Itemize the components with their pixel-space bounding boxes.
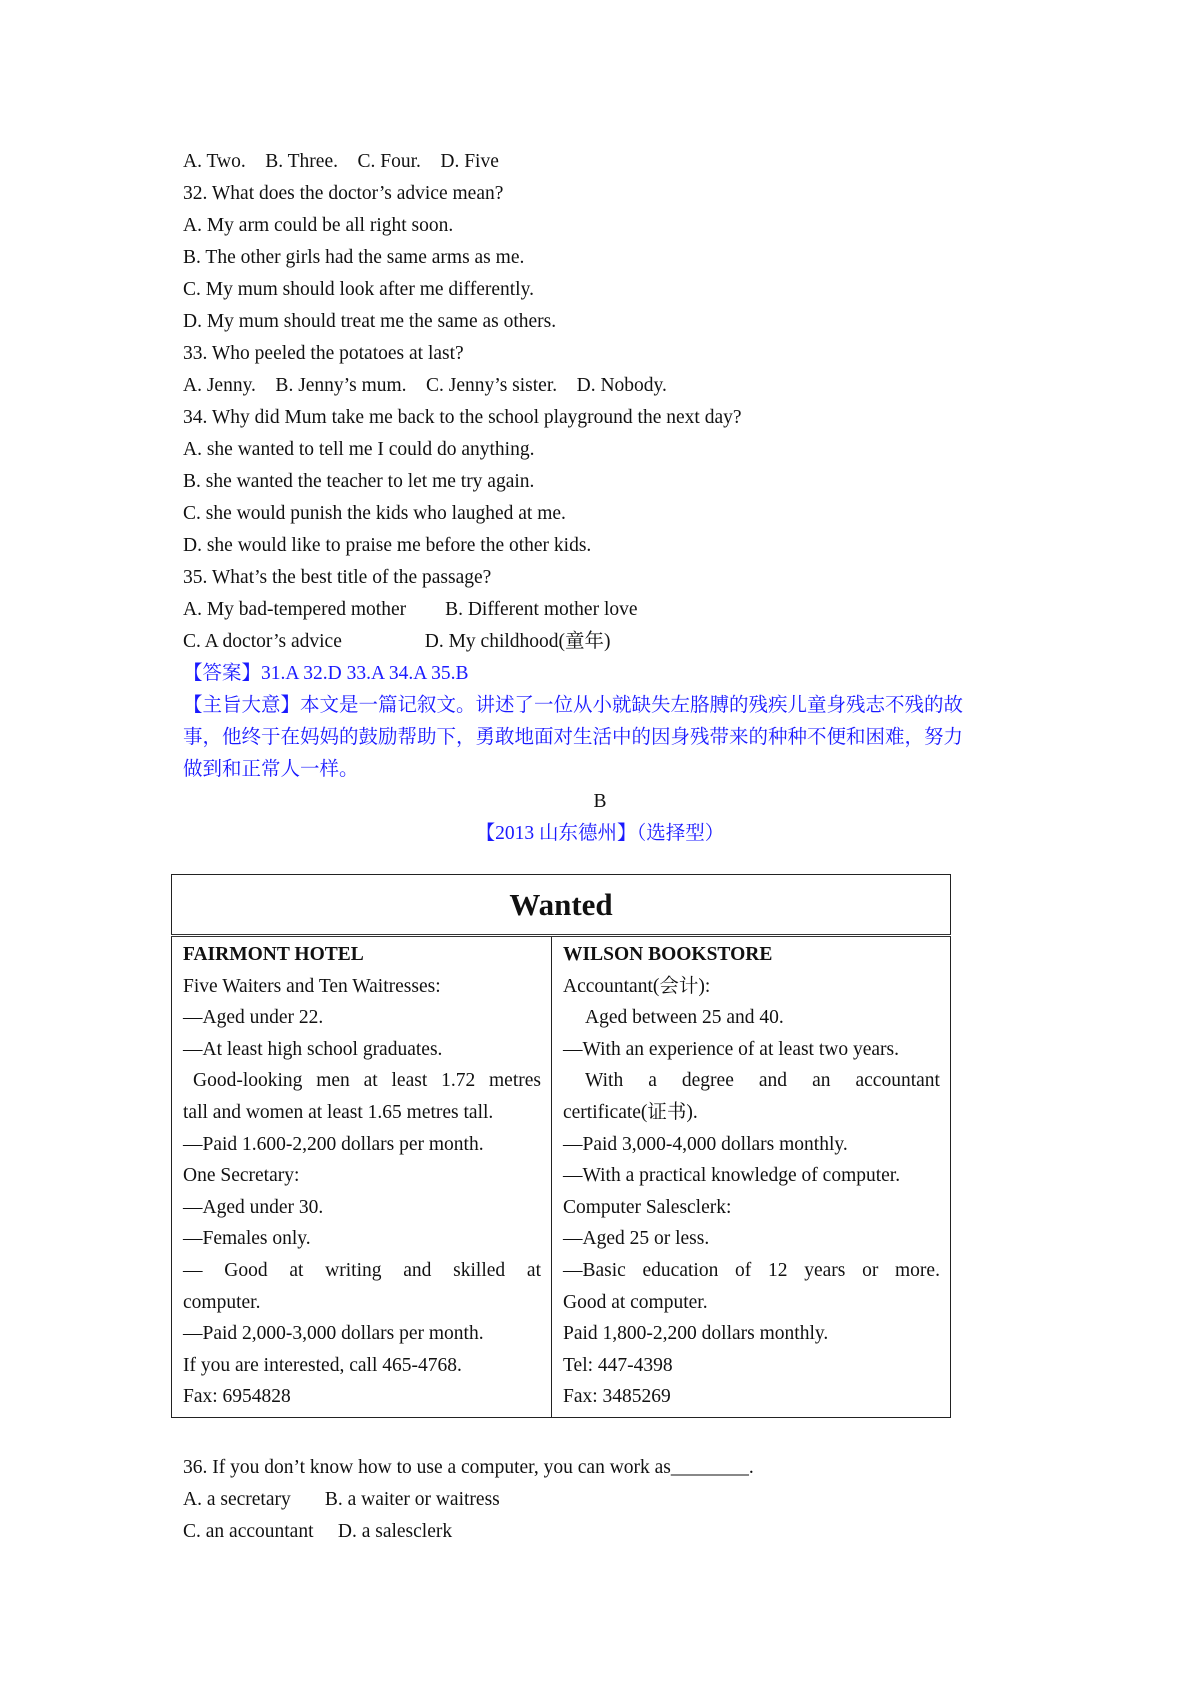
bookstore-line: certificate(证书).: [563, 1101, 698, 1123]
q34-option-d: D. she would like to praise me before the other kids.: [183, 535, 592, 556]
q36-options-ab: A. a secretary B. a waiter or waitress: [183, 1489, 500, 1510]
ads-title: Wanted: [172, 875, 951, 936]
bookstore-line: Aged between 25 and 40.: [585, 1007, 784, 1029]
bookstore-line: Accountant(会计):: [563, 975, 711, 997]
hotel-line: tall and women at least 1.65 metres tall.: [183, 1101, 494, 1123]
hotel-line-justified: Good-looking men at least 1.72 metres: [193, 1070, 541, 1092]
hotel-line: —Paid 1.600-2,200 dollars per month.: [183, 1133, 484, 1155]
bookstore-heading: WILSON BOOKSTORE: [563, 944, 773, 965]
answer-line: 【答案】31.A 32.D 33.A 34.A 35.B: [183, 663, 469, 684]
bookstore-line: Tel: 447-4398: [563, 1354, 673, 1376]
summary-line-1: 【主旨大意】本文是一篇记叙文。讲述了一位从小就缺失左胳膊的残疾儿童身残志不残的故: [183, 695, 964, 716]
q35-options-cd: C. A doctor’s advice D. My childhood(童年): [183, 631, 611, 652]
bookstore-line: —Aged 25 or less.: [563, 1228, 710, 1250]
q32-option-a: A. My arm could be all right soon.: [183, 215, 454, 236]
bookstore-ad-cell: [552, 936, 951, 1418]
hotel-line: Five Waiters and Ten Waitresses:: [183, 975, 441, 997]
bookstore-line: Good at computer.: [563, 1291, 708, 1313]
wanted-ads-table: [171, 874, 951, 1418]
q34-stem: 34. Why did Mum take me back to the school playground the next day?: [183, 407, 742, 428]
hotel-line-justified: — Good at writing and skilled at: [183, 1259, 541, 1281]
bookstore-line: —With an experience of at least two years.: [563, 1038, 899, 1060]
bookstore-line: —With a practical knowledge of computer.: [563, 1165, 901, 1187]
hotel-line: If you are interested, call 465-4768.: [183, 1354, 462, 1376]
bookstore-line: Fax: 3485269: [563, 1386, 671, 1408]
q36-stem: 36. If you don’t know how to use a computer, you can work as________.: [183, 1457, 754, 1478]
section-source: 【2013 山东德州】（选择型）: [475, 823, 725, 844]
hotel-line: computer.: [183, 1291, 261, 1313]
q35-options-ab: A. My bad-tempered mother B. Different mother love: [183, 599, 638, 620]
hotel-line: One Secretary:: [183, 1165, 300, 1187]
bookstore-line: Computer Salesclerk:: [563, 1196, 732, 1218]
q36-options-cd: C. an accountant D. a salesclerk: [183, 1521, 453, 1542]
q31-options: A. Two. B. Three. C. Four. D. Five: [183, 151, 499, 172]
q35-stem: 35. What’s the best title of the passage?: [183, 567, 492, 588]
bookstore-line-justified: With a degree and an accountant: [585, 1070, 940, 1092]
bookstore-line: —Paid 3,000-4,000 dollars monthly.: [563, 1133, 848, 1155]
hotel-line: —At least high school graduates.: [183, 1038, 443, 1060]
section-letter: B: [593, 791, 607, 812]
bookstore-line: Paid 1,800-2,200 dollars monthly.: [563, 1323, 829, 1345]
q32-stem: 32. What does the doctor’s advice mean?: [183, 183, 504, 204]
summary-line-3: 做到和正常人一样。: [183, 759, 359, 780]
hotel-line: —Aged under 30.: [183, 1196, 324, 1218]
hotel-line: —Females only.: [183, 1228, 311, 1250]
hotel-heading: FAIRMONT HOTEL: [183, 944, 364, 965]
q34-option-a: A. she wanted to tell me I could do anything.: [183, 439, 535, 460]
q32-option-b: B. The other girls had the same arms as me.: [183, 247, 525, 268]
q34-option-b: B. she wanted the teacher to let me try again.: [183, 471, 535, 492]
q32-option-d: D. My mum should treat me the same as others.: [183, 311, 557, 332]
hotel-ad-cell: [172, 936, 552, 1418]
q33-stem: 33. Who peeled the potatoes at last?: [183, 343, 464, 364]
q33-options: A. Jenny. B. Jenny’s mum. C. Jenny’s sister. D. Nobody.: [183, 375, 667, 396]
summary-line-2: 事，他终于在妈妈的鼓励帮助下，勇敢地面对生活中的因身残带来的种种不便和困难，努力: [183, 727, 964, 748]
q32-option-c: C. My mum should look after me differently.: [183, 279, 534, 300]
hotel-line: —Aged under 22.: [183, 1007, 324, 1029]
q34-option-c: C. she would punish the kids who laughed at me.: [183, 503, 566, 524]
hotel-line: —Paid 2,000-3,000 dollars per month.: [183, 1323, 484, 1345]
bookstore-line-justified: —Basic education of 12 years or more.: [563, 1259, 940, 1281]
hotel-line: Fax: 6954828: [183, 1386, 291, 1408]
